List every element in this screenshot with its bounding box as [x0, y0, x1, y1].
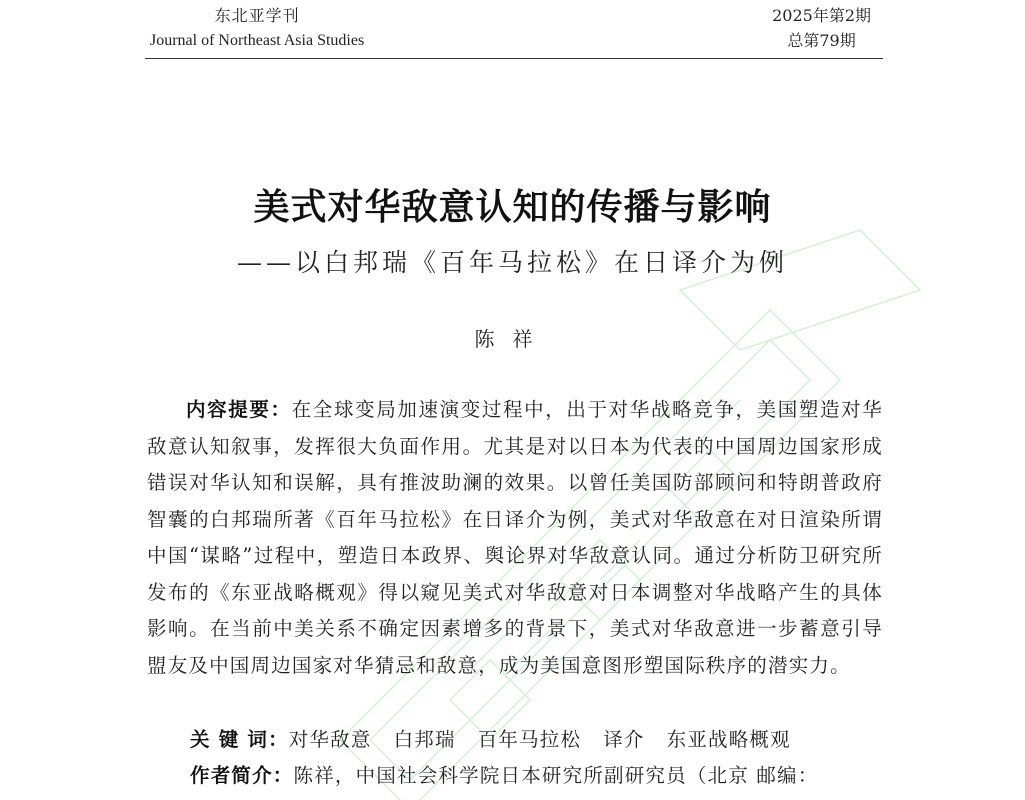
issue-number: 2025年第2期	[772, 6, 871, 25]
journal-header	[145, 0, 883, 59]
keywords-label: 关 键 词：	[190, 728, 289, 751]
total-issue-number: 总第79期	[787, 31, 856, 50]
author-info-line	[190, 758, 883, 794]
article-author: 陈祥	[474, 327, 551, 351]
journal-name-block	[150, 5, 364, 52]
article-title: 美式对华敌意认知的传播与影响	[253, 186, 772, 228]
abstract-text: 在全球变局加速演变过程中，出于对华战略竞争，美国塑造对华敌意认知叙事，发挥很大负面作用。尤其是对以日本为代表的中国周边国家形成错误对华认知和误解，具有推波助澜的效果。以曾任美国防部顾问和特朗普政府智囊的白邦瑞所著《百年马拉松》在日译介为例，美式对华敌意在对日渲染所谓中国“谋略”过程中，塑造日本政界、舆论界对华敌意认同。通过分析防卫研究所发布的《东亚战略概观》得以窥见美式对华敌意对日本调整对华战略产生的具体影响。在当前中美关系不确定因素增多的背景下，美式对华敌意进一步蓄意引导盟友及中国周边国家对华猜忌和敌意，成为美国意图形塑国际秩序的潜实力。	[147, 398, 883, 677]
article-subtitle: ——以白邦瑞《百年马拉松》在日译介为例	[236, 248, 788, 277]
issue-block	[772, 5, 871, 52]
keyword-item: 对华敌意	[288, 728, 372, 751]
author-info-text: 陈祥，中国社会科学院日本研究所副研究员（北京 邮编：	[293, 764, 819, 787]
keyword-item: 百年马拉松	[477, 728, 582, 751]
keywords-line	[190, 722, 813, 758]
journal-name-en: Journal of Northeast Asia Studies	[150, 32, 365, 49]
abstract-paragraph	[147, 392, 883, 684]
author-info-label: 作者简介：	[190, 764, 294, 787]
journal-name-cn: 东北亚学刊	[214, 6, 300, 25]
keyword-item: 译介	[603, 728, 645, 751]
abstract-label: 内容提要：	[186, 398, 292, 421]
keyword-item: 东亚战略概观	[666, 728, 791, 751]
keyword-item: 白邦瑞	[393, 728, 456, 751]
